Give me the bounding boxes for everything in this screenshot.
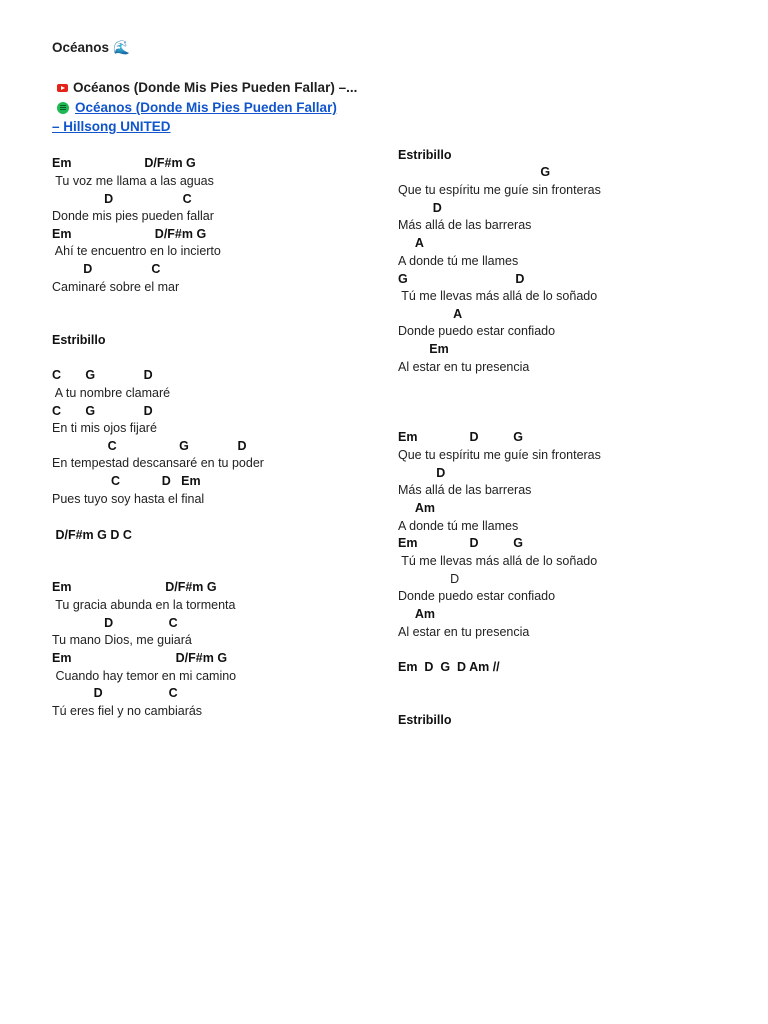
lyric-line: Donde mis pies pueden fallar	[52, 209, 214, 223]
lyric-line: Que tu espíritu me guíe sin fronteras	[398, 448, 601, 462]
lyric-line: Tu gracia abunda en la tormenta	[52, 598, 236, 612]
lyric-line: Al estar en tu presencia	[398, 625, 530, 639]
lyric-line: En ti mis ojos fijaré	[52, 421, 157, 435]
spotify-icon	[57, 102, 69, 114]
chord-progression: Em D G D Am //	[398, 660, 500, 674]
lyric-line: Cuando hay temor en mi camino	[52, 669, 237, 683]
chord-line: D	[398, 572, 460, 586]
section-heading: Estribillo	[398, 148, 452, 162]
lyric-line: Más allá de las barreras	[398, 218, 532, 232]
lyric-line: Tu voz me llama a las aguas	[52, 174, 214, 188]
lyric-line: Caminaré sobre el mar	[52, 280, 180, 294]
chord-line: C G D	[52, 404, 153, 418]
lyric-line: Que tu espíritu me guíe sin fronteras	[398, 183, 601, 197]
spotify-link-text-line2[interactable]: – Hillsong UNITED	[52, 119, 171, 134]
lyric-line: Tu mano Dios, me guiará	[52, 633, 192, 647]
chord-line: A	[398, 236, 424, 250]
chord-line: C G D	[52, 439, 247, 453]
lyric-line: Donde puedo estar confiado	[398, 589, 556, 603]
youtube-link-text[interactable]: Océanos (Donde Mis Pies Pueden Fallar) –...	[73, 80, 358, 95]
chord-line: D	[398, 201, 442, 215]
chord-line: Em D/F#m G	[52, 156, 196, 170]
section-heading: Estribillo	[52, 333, 106, 347]
chord-line: D C	[52, 686, 178, 700]
chord-line: Em D G	[398, 430, 524, 444]
chord-line: Am	[398, 607, 436, 621]
spotify-link[interactable]	[57, 100, 337, 115]
chord-line: A	[398, 307, 463, 321]
chord-line: Am	[398, 501, 436, 515]
wave-emoji-icon: 🌊	[113, 40, 130, 55]
chord-line: Em D G	[398, 536, 524, 550]
chord-line: Em D/F#m G	[52, 580, 217, 594]
chord-line: C D Em	[52, 474, 201, 488]
lyric-line: Tú me llevas más allá de lo soñado	[398, 289, 598, 303]
page-title: Océanos 🌊	[52, 40, 130, 55]
lyric-line: A donde tú me llames	[398, 254, 519, 268]
lyric-line: A tu nombre clamaré	[52, 386, 171, 400]
chord-line: D	[398, 466, 446, 480]
lyric-line: Más allá de las barreras	[398, 483, 532, 497]
lyric-line: Donde puedo estar confiado	[398, 324, 556, 338]
chord-line: D C	[52, 262, 161, 276]
chord-progression: D/F#m G D C	[52, 528, 132, 542]
youtube-icon	[57, 84, 68, 92]
chord-line: D C	[52, 192, 192, 206]
chord-line: D C	[52, 616, 178, 630]
lyric-line: En tempestad descansaré en tu poder	[52, 456, 264, 470]
lyric-line: Al estar en tu presencia	[398, 360, 530, 374]
chord-line: Em D/F#m G	[52, 227, 207, 241]
lyric-line: Ahí te encuentro en lo incierto	[52, 244, 221, 258]
lyric-line: Tú me llevas más allá de lo soñado	[398, 554, 598, 568]
spotify-link-text-line1[interactable]: Océanos (Donde Mis Pies Pueden Fallar)	[75, 100, 337, 115]
chord-line: Em	[398, 342, 449, 356]
section-heading: Estribillo	[398, 713, 452, 727]
lyric-line: Tú eres fiel y no cambiarás	[52, 704, 203, 718]
chord-line: G	[398, 165, 551, 179]
youtube-link[interactable]	[57, 80, 357, 95]
lyric-line: A donde tú me llames	[398, 519, 519, 533]
chord-line: Em D/F#m G	[52, 651, 228, 665]
chord-line: G D	[398, 272, 525, 286]
chord-line: C G D	[52, 368, 153, 382]
lyric-line: Pues tuyo soy hasta el final	[52, 492, 205, 506]
